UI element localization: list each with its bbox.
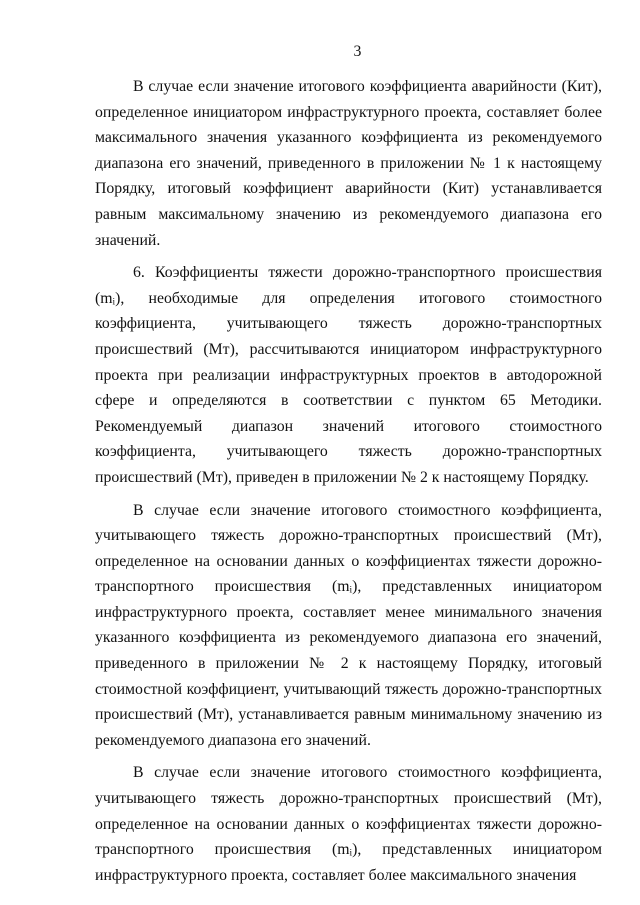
paragraph-kit-max: В случае если значение итогового коэффициента аварийности (Кит), определенное инициатором инфраструктурного проекта, составляет более максимального значения указанного коэффициента из рекомендуемого диапазона его значений, приведенного в приложении № 1 к настоящему Порядку, итоговый коэффициент аварийности (Кит) устанавливается равным максимальному значению из рекомендуемого диапазона его значений. xyxy=(95,78,602,249)
paragraph-mt-max: В случае если значение итогового стоимостного коэффициента, учитывающего тяжесть дорожно-транспортных происшествий (Mᴛ), определенное на основании данных о коэффициентах тяжести дорожно-транспортного происшествия (mᵢ), представленных инициатором инфраструктурного проекта, составляет более максимального значения xyxy=(95,764,602,884)
paragraph-section-6: 6. Коэффициенты тяжести дорожно-транспортного происшествия (mᵢ), необходимые для определения итогового стоимостного коэффициента, учитывающего тяжесть дорожно-транспортных происшествий (Mᴛ), рассчитываются инициатором инфраструктурного проекта при реализации инфраструктурных проектов в автодорожной сфере и определяются в соответствии с пунктом 65 Методики. Рекомендуемый диапазон значений итогового стоимостного коэффициента, учитывающего тяжесть дорожно-транспортных происшествий (Mᴛ), приведен в приложении № 2 к настоящему Порядку. xyxy=(95,264,602,486)
paragraph-mt-min: В случае если значение итогового стоимостного коэффициента, учитывающего тяжесть дорожно-транспортных происшествий (Mᴛ), определенное на основании данных о коэффициентах тяжести дорожно-транспортного происшествия (mᵢ), представленных инициатором инфраструктурного проекта, составляет менее минимального значения указанного коэффициента из рекомендуемого диапазона его значений, приведенного в приложении № 2 к настоящему Порядку, итоговый стоимостной коэффициент, учитывающий тяжесть дорожно-транспортных происшествий (Mᴛ), устанавливается равным минимальному значению из рекомендуемого диапазона его значений. xyxy=(95,501,602,749)
page-number: 3 xyxy=(353,43,362,60)
